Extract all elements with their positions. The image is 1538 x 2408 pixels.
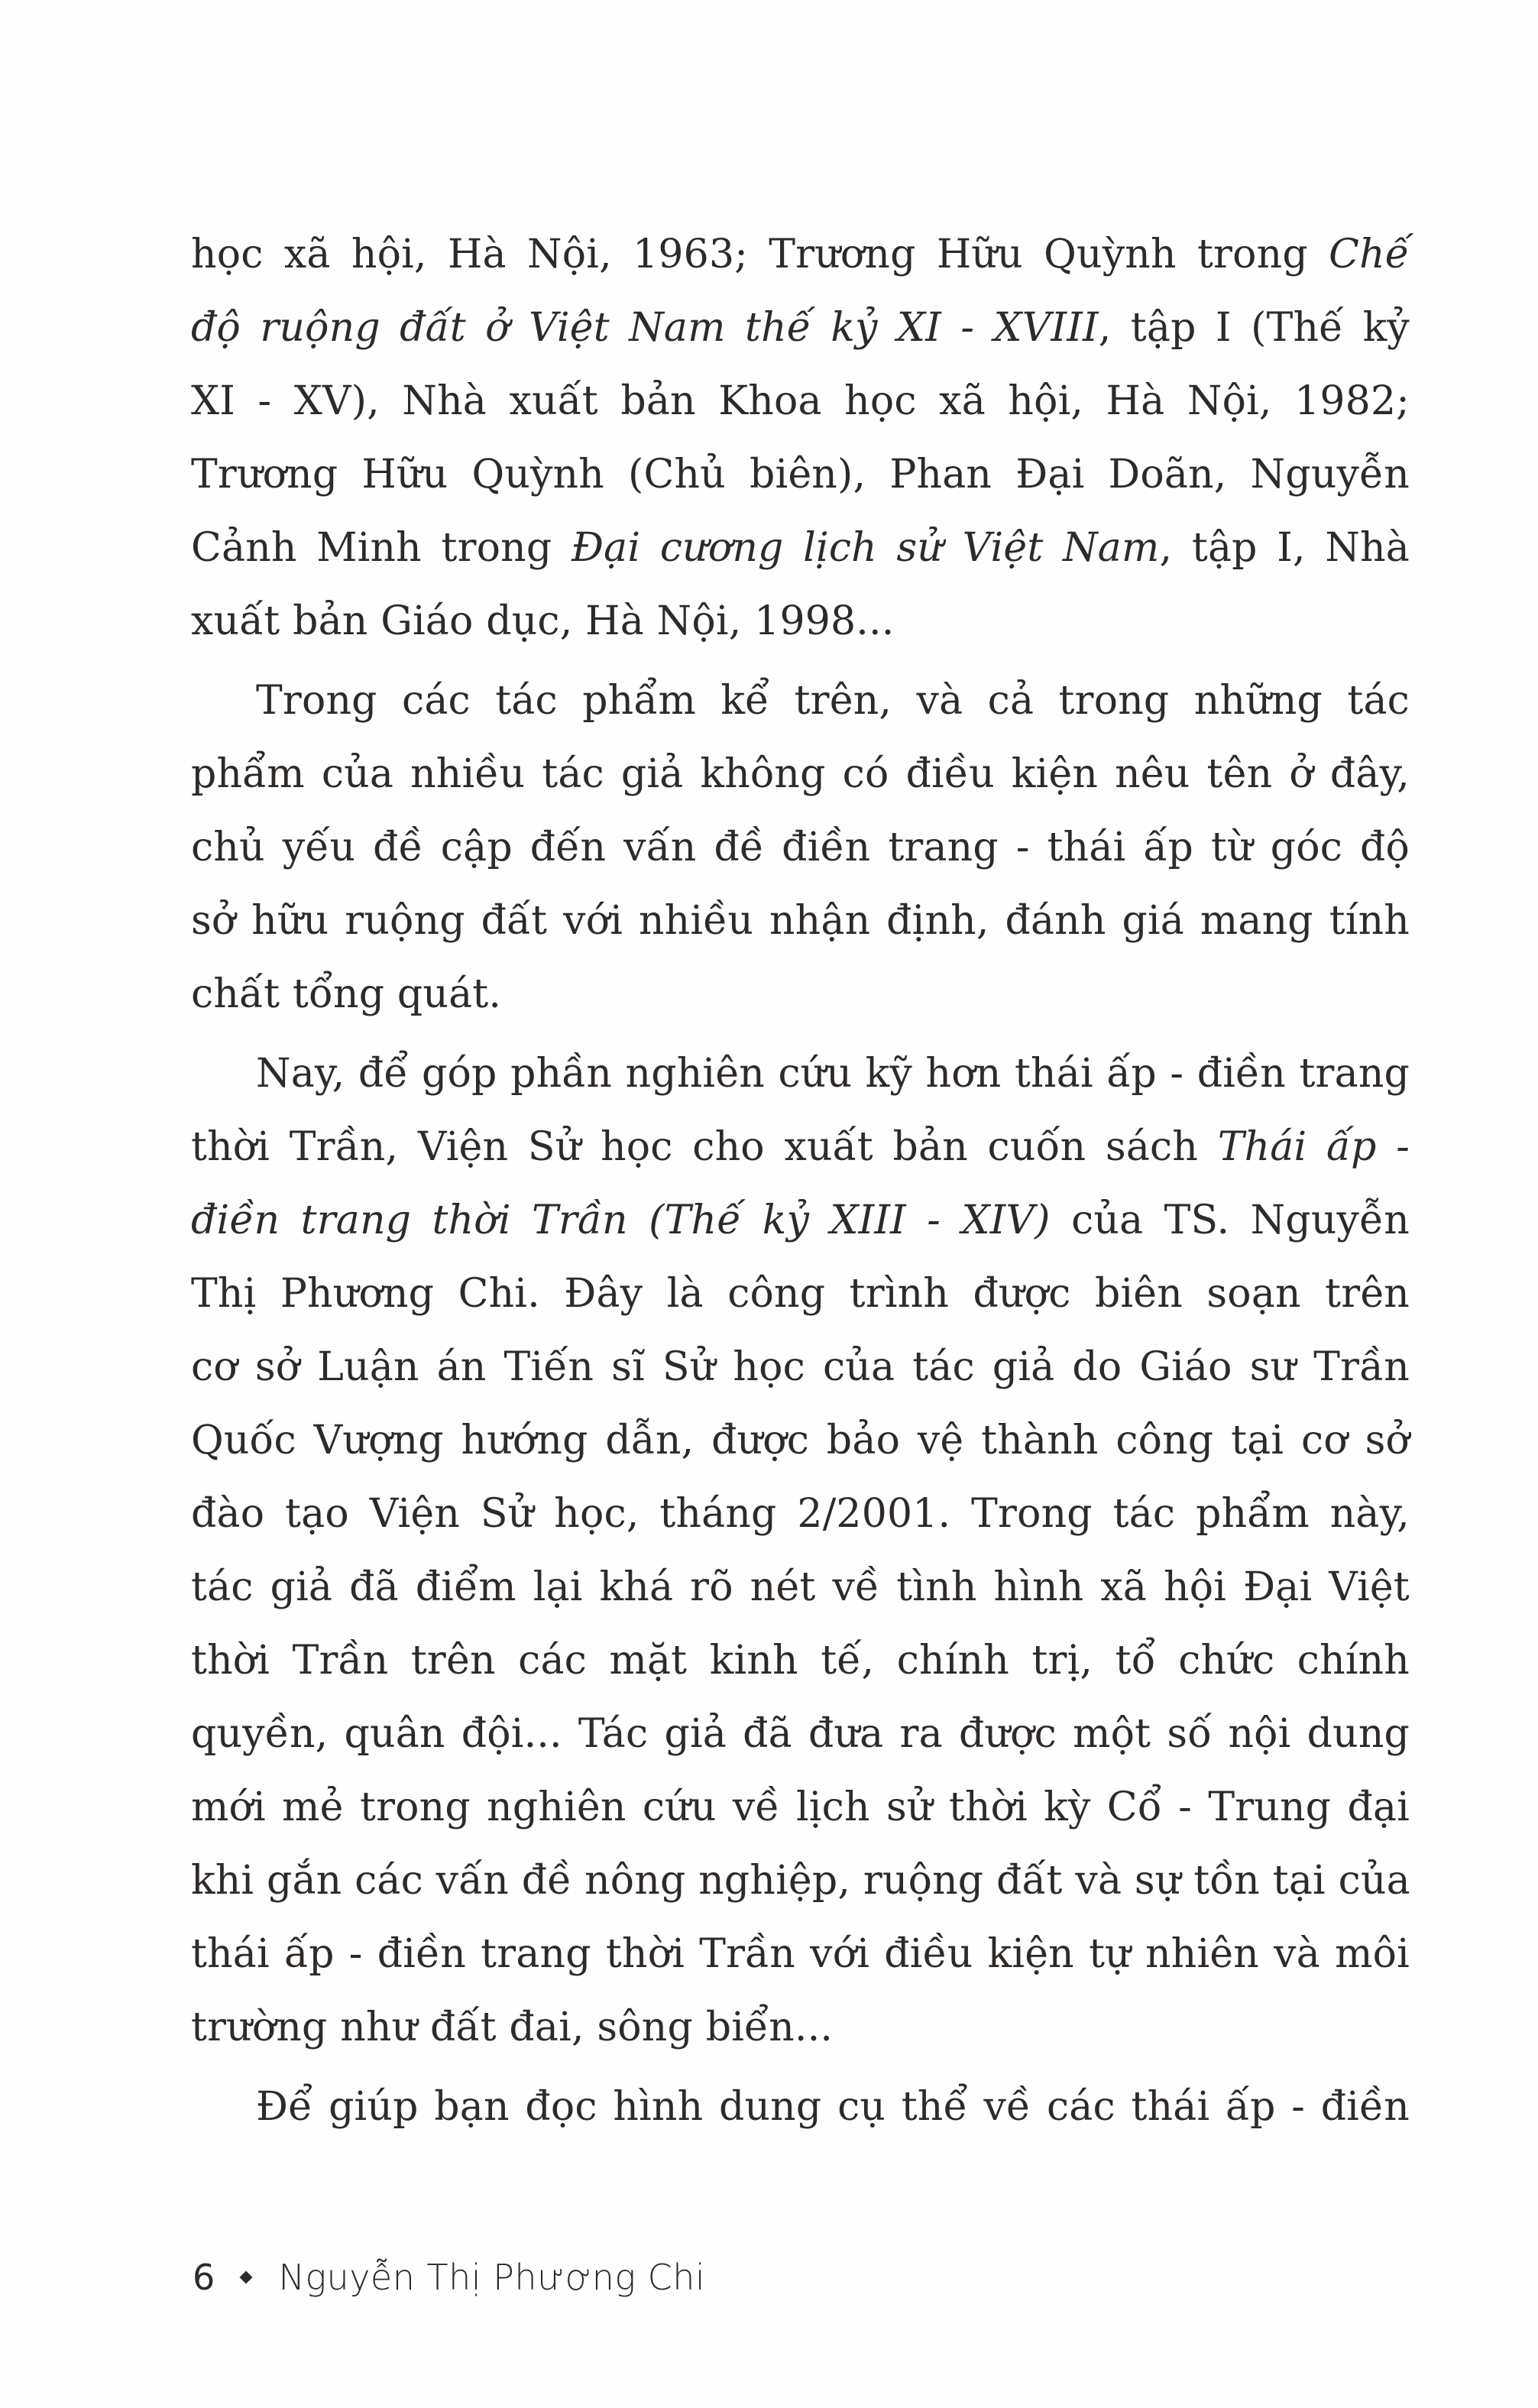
body-text (191, 218, 1410, 2144)
text-run: sở hữu ruộng đất với nhiều nhận định, đánh giá mang tính (191, 898, 1410, 944)
text-run: phẩm của nhiều tác giả không có điều kiện nêu tên ở đây, (191, 751, 1410, 797)
italic-title-text: điền trang thời Trần (Thế kỷ XIII - XIV) (191, 1198, 1051, 1243)
text-run: thái ấp - điền trang thời Trần với điều kiện tự nhiên và môi (191, 1931, 1410, 1977)
text-run: tác giả đã điểm lại khá rõ nét về tình hình xã hội Đại Việt (191, 1564, 1410, 1610)
text-line (191, 1257, 1410, 1330)
text-run: Trương Hữu Quỳnh (Chủ biên), Phan Đại Doãn, Nguyễn (191, 452, 1410, 497)
text-line (191, 438, 1410, 511)
text-line (191, 1551, 1410, 1624)
text-line (191, 737, 1410, 811)
text-line (191, 1991, 1410, 2064)
text-line (191, 958, 1410, 1031)
text-line (191, 291, 1410, 365)
footer-author: Nguyễn Thị Phương Chi (278, 2257, 706, 2298)
paragraph-gap (191, 1031, 1410, 1037)
text-run: Để giúp bạn đọc hình dung cụ thể về các thái ấp - điền (256, 2084, 1410, 2130)
text-line (191, 1110, 1410, 1184)
page-number: 6 (193, 2257, 215, 2298)
text-run: quyền, quân đội... Tác giả đã đưa ra được một số nội dung (191, 1711, 1410, 1757)
italic-title-text: Chế (1329, 232, 1410, 277)
text-line (191, 1404, 1410, 1477)
footer-bullet-icon (239, 2270, 252, 2283)
text-line (191, 511, 1410, 585)
paragraph-gap (191, 658, 1410, 664)
text-line (191, 365, 1410, 438)
text-line (191, 585, 1410, 658)
text-run: trường như đất đai, sông biển... (191, 2005, 834, 2050)
text-run: Thị Phương Chi. Đây là công trình được biên soạn trên (191, 1271, 1410, 1317)
text-line (191, 1330, 1410, 1404)
text-run: cơ sở Luận án Tiến sĩ Sử học của tác giả do Giáo sư Trần (191, 1344, 1410, 1390)
text-run: khi gắn các vấn đề nông nghiệp, ruộng đất và sự tồn tại của (191, 1858, 1410, 1904)
text-line (191, 1844, 1410, 1917)
text-run: , tập I, Nhà (1159, 525, 1410, 571)
text-run: Trong các tác phẩm kể trên, và cả trong những tác (256, 678, 1410, 724)
text-line (191, 1917, 1410, 1991)
text-line (191, 1037, 1410, 1110)
text-line (191, 1771, 1410, 1844)
text-run: chất tổng quát. (191, 971, 502, 1017)
text-run: chủ yếu đề cập đến vấn đề điền trang - thái ấp từ góc độ (191, 825, 1410, 870)
text-run: Nay, để góp phần nghiên cứu kỹ hơn thái ấp - điền trang (256, 1051, 1410, 1097)
paragraph-gap (191, 2064, 1410, 2070)
text-run: học xã hội, Hà Nội, 1963; Trương Hữu Quỳnh trong (191, 232, 1329, 277)
text-line (191, 2070, 1410, 2144)
text-line (191, 884, 1410, 958)
text-run: xuất bản Giáo dục, Hà Nội, 1998... (191, 598, 895, 644)
text-run: mới mẻ trong nghiên cứu về lịch sử thời kỳ Cổ - Trung đại (191, 1784, 1410, 1830)
text-line (191, 218, 1410, 291)
text-line (191, 664, 1410, 737)
italic-title-text: Thái ấp - (1217, 1124, 1410, 1170)
text-line (191, 811, 1410, 884)
text-line (191, 1477, 1410, 1551)
text-run: Quốc Vượng hướng dẫn, được bảo vệ thành công tại cơ sở (191, 1418, 1410, 1463)
text-run: thời Trần, Viện Sử học cho xuất bản cuốn sách (191, 1124, 1218, 1170)
italic-title-text: Đại cương lịch sử Việt Nam (571, 525, 1160, 571)
text-run: , tập I (Thế kỷ (1098, 305, 1410, 351)
text-run: thời Trần trên các mặt kinh tế, chính trị, tổ chức chính (191, 1638, 1410, 1684)
text-run: XI - XV), Nhà xuất bản Khoa học xã hội, Hà Nội, 1982; (191, 378, 1410, 424)
page-footer (193, 2254, 705, 2300)
text-line (191, 1697, 1410, 1771)
text-line (191, 1624, 1410, 1697)
text-run: đào tạo Viện Sử học, tháng 2/2001. Trong tác phẩm này, (191, 1491, 1410, 1537)
italic-title-text: độ ruộng đất ở Việt Nam thế kỷ XI - XVIII (191, 305, 1099, 351)
text-run: của TS. Nguyễn (1050, 1198, 1410, 1243)
text-run: Cảnh Minh trong (191, 525, 571, 571)
text-line (191, 1184, 1410, 1257)
